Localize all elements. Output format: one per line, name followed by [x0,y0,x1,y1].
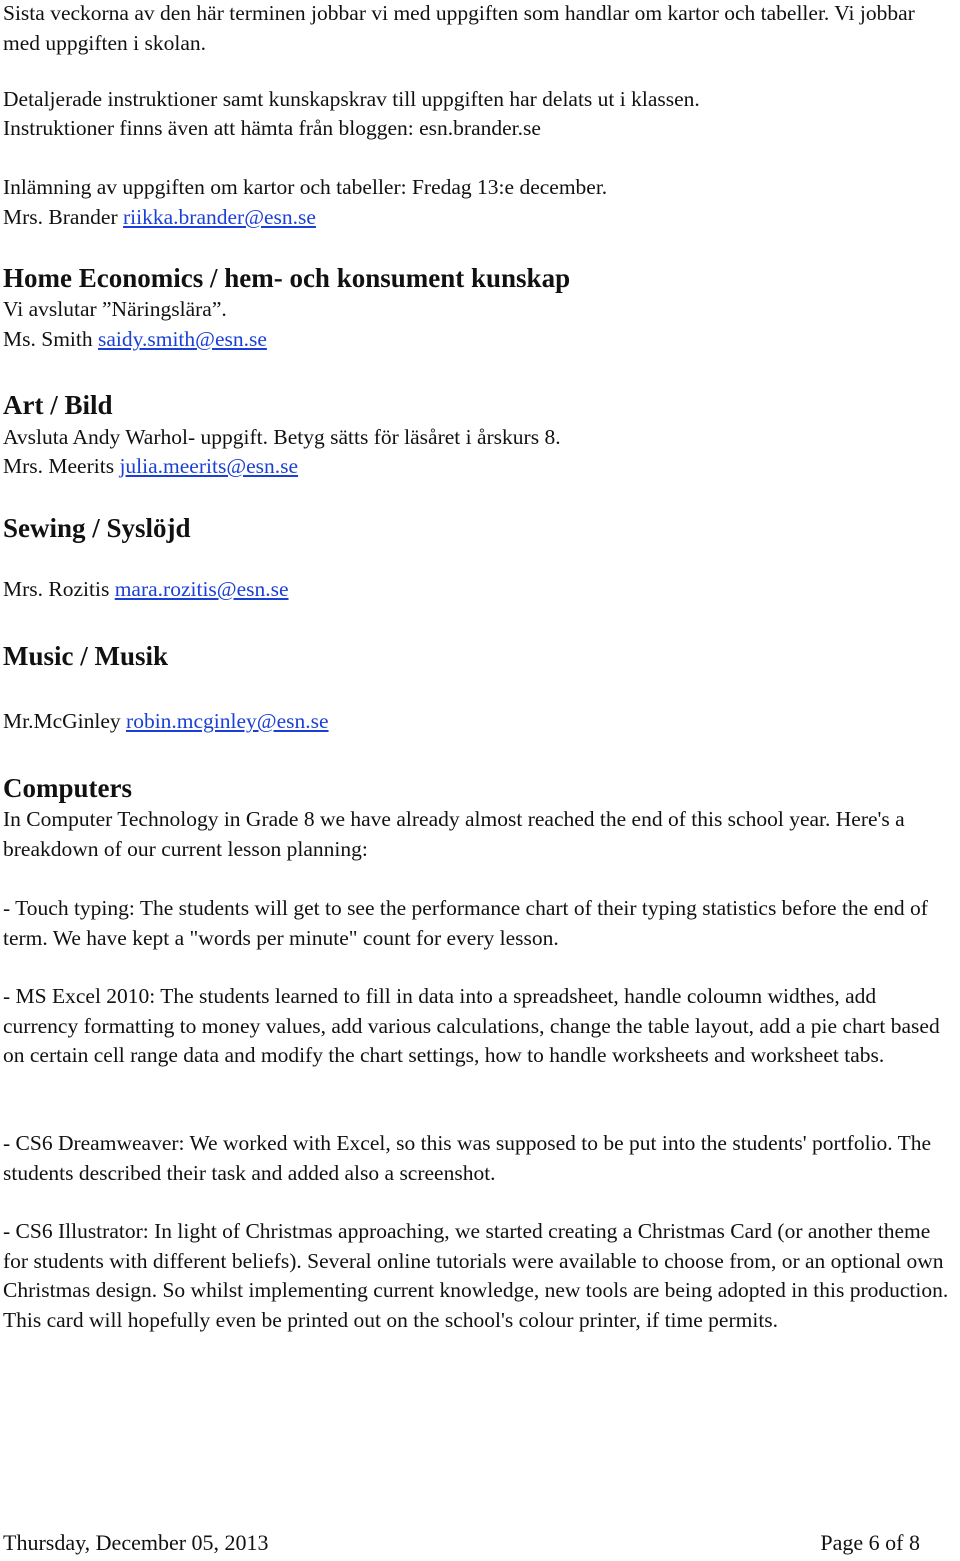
home-economics-text: Vi avslutar ”Näringslära”. [3,297,227,321]
blog-line: Instruktioner finns även att hämta från bloggen: esn.brander.se [3,116,541,140]
teacher-name: Mrs. Rozitis [3,577,110,601]
art-text: Avsluta Andy Warhol- uppgift. Betyg sätts för läsåret i årskurs 8. [3,425,561,449]
teacher-name: Mr.McGinley [3,709,121,733]
deadline-line: Inlämning av uppgiften om kartor och tabeller: Fredag 13:e december. [3,175,608,199]
teacher-email-link[interactable]: mara.rozitis@esn.se [114,577,289,601]
intro-paragraph: Sista veckorna av den här terminen jobbar vi med uppgiften som handlar om kartor och tabeller. Vi jobbar med uppgiften i skolan. [3,1,915,55]
home-economics-contact [3,325,954,355]
instructions-line: Detaljerade instruktioner samt kunskapskrav till uppgiften har delats ut i klassen. [3,87,700,111]
teacher-email-link[interactable]: saidy.smith@esn.se [98,327,267,351]
computers-item-excel: - MS Excel 2010: The students learned to fill in data into a spreadsheet, handle coloumn widthes, add currency formatting to money values, add various calculations, change the table layout, add a pie chart based on certain cell range data and modify the chart settings, how to handle worksheets and worksheet tabs. [3,984,940,1067]
section-heading-art: Art / Bild [3,390,113,420]
section-heading-computers: Computers [3,773,132,803]
teacher-name: Mrs. Meerits [3,454,115,478]
teacher-email-link[interactable]: julia.meerits@esn.se [119,454,299,478]
computers-item-illustrator: - CS6 Illustrator: In light of Christmas approaching, we started creating a Christmas Card (or another theme for students with different beliefs). Several online tutorials were available to choose from, or an optional own Christmas design. So whilst implementing current knowledge, new tools are being adopted in this production. This card will hopefully even be printed out on the school's colour printer, if time permits. [3,1219,949,1332]
section-heading-sewing: Sewing / Syslöjd [3,513,191,543]
footer-page-number: Page 6 of 8 [820,1530,920,1555]
sewing-contact [3,575,954,605]
teacher-email-link[interactable]: riikka.brander@esn.se [123,205,316,229]
footer-date: Thursday, December 05, 2013 [3,1530,269,1555]
teacher-name: Mrs. Brander [3,205,118,229]
geography-contact [3,203,954,233]
teacher-email-link[interactable]: robin.mcginley@esn.se [126,709,329,733]
art-contact [3,452,954,482]
computers-item-touch-typing: - Touch typing: The students will get to see the performance chart of their typing statistics before the end of term. We have kept a "words per minute" count for every lesson. [3,896,928,950]
teacher-name: Ms. Smith [3,327,93,351]
section-heading-home-economics: Home Economics / hem- och konsument kunskap [3,263,571,293]
computers-intro: In Computer Technology in Grade 8 we have already almost reached the end of this school year. Here's a breakdown of our current lesson planning: [3,807,905,861]
section-heading-music: Music / Musik [3,641,169,671]
computers-item-dreamweaver: - CS6 Dreamweaver: We worked with Excel, so this was supposed to be put into the students' portfolio. The students described their task and added also a screenshot. [3,1131,932,1185]
music-contact [3,707,954,737]
